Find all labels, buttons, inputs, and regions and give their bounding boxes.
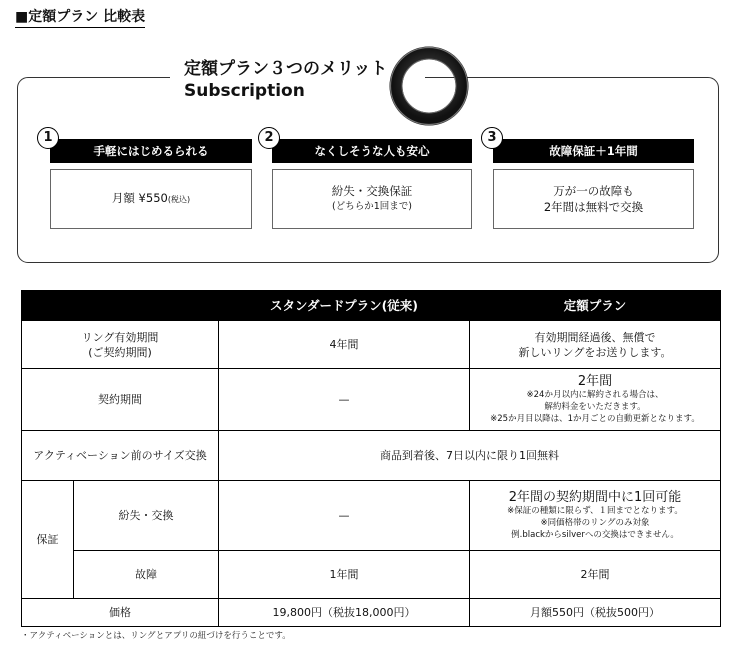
validity-label-main: リング有効期間 (81, 330, 159, 344)
validity-subscription-line1: 有効期間経過後、無償で (534, 330, 656, 344)
loss-standard: — (219, 481, 470, 551)
merits-title: 定額プラン３つのメリット (184, 59, 388, 79)
merit-1-tax-note: (税込) (167, 195, 191, 204)
size-exchange-label: アクティベーション前のサイズ交換 (22, 431, 219, 481)
contract-subscription (470, 369, 721, 431)
header-standard-plan: スタンダードプラン(従来) (219, 291, 470, 321)
merit-2-number: 2 (258, 127, 280, 149)
contract-standard: — (219, 369, 470, 431)
merit-2-body (272, 169, 472, 229)
loss-note-1: ※保証の種類に限らず、１回までとなります。 (507, 506, 683, 516)
validity-label (22, 321, 219, 369)
merit-2-heading: なくしそうな人も安心 (272, 139, 472, 163)
contract-note-3: ※25か月目以降は、1か月ごとの自動更新となります。 (490, 414, 700, 424)
row-warranty-failure (22, 551, 721, 599)
merit-3-number: 3 (481, 127, 503, 149)
merit-3-text: 万が一の故障も (553, 184, 634, 198)
merit-3-heading: 故障保証＋1年間 (493, 139, 694, 163)
merit-2-text: 紛失・交換保証 (331, 184, 413, 198)
validity-subscription-line2: 新しいリングをお送りします。 (518, 345, 672, 359)
loss-subscription-main: 2年間の契約期間中に1回可能 (508, 490, 682, 505)
page-title: ■定額プラン 比較表 (15, 6, 145, 28)
table-header-row (22, 291, 721, 321)
merit-3-body (493, 169, 694, 229)
price-standard: 19,800円（税抜18,000円） (219, 599, 470, 627)
merit-2-subtext: (どちらか1回まで) (332, 201, 412, 212)
merit-1-body (50, 169, 252, 229)
header-subscription-plan: 定額プラン (470, 291, 721, 321)
validity-standard: 4年間 (219, 321, 470, 369)
row-validity (22, 321, 721, 369)
row-price (22, 599, 721, 627)
failure-subscription: 2年間 (470, 551, 721, 599)
failure-label: 故障 (74, 551, 219, 599)
merit-1-text (112, 190, 190, 208)
merit-1-number: 1 (37, 127, 59, 149)
activation-footnote: ・アクティベーションとは、リングとアプリの紐づけを行うことです。 (21, 631, 291, 641)
row-size-exchange (22, 431, 721, 481)
merit-1-price: 月額 ¥550 (111, 191, 168, 205)
warranty-label: 保証 (22, 481, 74, 599)
size-exchange-value: 商品到着後、7日以内に限り1回無料 (219, 431, 721, 481)
contract-subscription-main: 2年間 (577, 374, 613, 389)
merit-1-heading: 手軽にはじめるられる (50, 139, 252, 163)
loss-label: 紛失・交換 (74, 481, 219, 551)
validity-subscription (470, 321, 721, 369)
price-subscription: 月額550円（税抜500円） (470, 599, 721, 627)
price-label: 価格 (22, 599, 219, 627)
loss-subscription (470, 481, 721, 551)
contract-label: 契約期間 (22, 369, 219, 431)
merits-subtitle: Subscription (184, 81, 305, 101)
contract-note-2: 解約料金をいただきます。 (544, 402, 646, 412)
comparison-table (21, 290, 721, 627)
merit-3-subtext: 2年間は無料で交換 (543, 200, 644, 214)
header-corner (22, 291, 219, 321)
loss-note-2: ※同価格帯のリングのみ対象 (540, 518, 650, 528)
row-warranty-loss (22, 481, 721, 551)
ring-icon (385, 42, 473, 130)
row-contract (22, 369, 721, 431)
failure-standard: 1年間 (219, 551, 470, 599)
loss-note-3: 例.blackからsilverへの交換はできません。 (511, 530, 679, 540)
validity-label-sub: (ご契約期間) (88, 345, 152, 359)
contract-note-1: ※24か月以内に解約される場合は、 (526, 390, 664, 400)
